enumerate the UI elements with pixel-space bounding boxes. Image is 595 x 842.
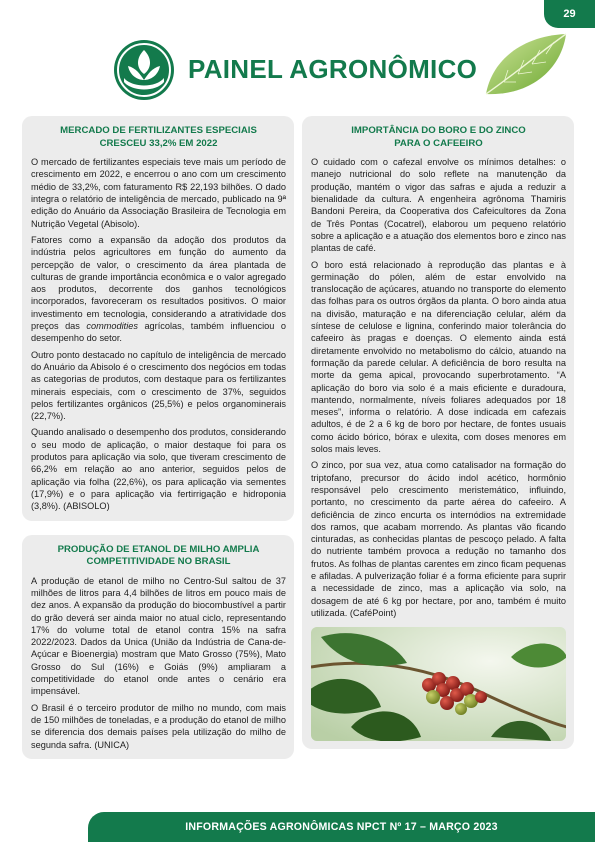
italic-term: commodities: [86, 321, 138, 332]
paragraph: Outro ponto destacado no capítulo de inteligência de mercado do Anuário da Abisolo é o crescimento dos negócios em todas as categorias de produtos, com destaque para os fertilizantes minerais especiais, com o crescimento de 37%, seguidos pelos fertilizantes orgânicos (25,5%) e pelos organominerais (22,7%).: [31, 349, 286, 422]
npct-logo-icon: [112, 38, 176, 102]
leaf-illustration-icon: [482, 30, 568, 100]
paragraph: O mercado de fertilizantes especiais teve mais um período de crescimento em 2022, e encerrou o ano com um crescimento médio de 33,2%, com faturamento R$ 22,193 bilhões. O dado integra o relatório de inteligência de mercado, publicado na 9ª edição do Anuário da Associação Brasileira de Tecnologia em Nutrição Vegetal (Abisolo).: [31, 157, 286, 229]
paragraph: [31, 234, 286, 345]
left-column: [22, 116, 294, 759]
paragraph: O boro está relacionado à reprodução das plantas e à germinação do pólen, além de estar envolvido na translocação de açúcares, atuando no transporte do elemento das folhas para os outros órgãos da planta. O boro ainda atua na divisão, maturação e na diferenciação celular, além da síntese de celulose e lignina, conferindo maior tolerância do cafeeiro às pragas e doenças. O elemento ainda está diretamente envolvido no metabolismo do cálcio, atuando na formação da parede celular. A deficiência de boro resulta na morte da gema apical, provocando superbrotamento. “A aplicação do boro via solo é a mais eficiente e duradoura, mantendo, normalmente, níveis foliares adequados por 18 meses”, informa o relatório. A dose indicada em cafezais adultos, é de 2 a 6 kg de boro por hectare, de fontes usuais como ácido bórico, bórax e ulexita, com doses menores em solos mais leves.: [311, 259, 566, 455]
paragraph: Quando analisado o desempenho dos produtos, considerando o seu modo de aplicação, o maior destaque foi para os produtos para aplicação via solo, que tiveram crescimento de 66,2% em relação ao ano anterior, seguidos pelos de aplicação via folha (22,6%), os para aplicação via sementes (17,9%) e o para aplicação via fertirrigação e hidroponia (3,8%). (ABISOLO): [31, 427, 286, 512]
article-boro-zinco: [302, 116, 574, 749]
title-line: COMPETITIVIDADE NO BRASIL: [86, 556, 231, 568]
text-span: agrícolas, também influenciou o desempenho do setor.: [31, 321, 286, 344]
page-number: 29: [544, 0, 595, 28]
masthead-title: PAINEL AGRONÔMICO: [188, 54, 478, 84]
text-span: Fatores como a expansão da adoção dos produtos da indústria pelos agricultores em função do aumento da percepção de valor, o crescimento da área plantada de culturas de grande importância econômica e o valor agregado aos produtos, decorrente dos ganhos tecnológicos incorporados, favoreceram os resultados positivos. O maior investimento em tecnologia, considerando a atratividade dos preços das: [31, 234, 286, 332]
title-line: PRODUÇÃO DE ETANOL DE MILHO AMPLIA: [57, 543, 260, 555]
title-line: IMPORTÂNCIA DO BORO E DO ZINCO: [351, 125, 526, 136]
article-title: [31, 544, 286, 569]
paragraph: O cuidado com o cafezal envolve os mínimos detalhes: o manejo nutricional do solo reflete na manutenção da produção, mantém o vigor das safras e ajuda a reduzir a bienalidade da cultura. A engenheira agrônoma Thamiris Bandoni Pereira, da Cooperativa dos Cafeicultores da Zona de Três Pontas (Cocatrel), elaborou um pequeno relatório sobre a aplicação e a atuação dos elementos boro e zinco nas plantas de café.: [311, 157, 566, 254]
paragraph: O zinco, por sua vez, atua como catalisador na formação do triptofano, precursor do ácido indol acético, hormônio responsável pelo crescimento meristemático, influindo, portanto, no crescimento da parte aérea do cafeeiro. A deficiência de zinco encurta os internódios na extremidade dos ramos, que acabam morrendo. As plantas vão ficando cinturadas, as conhecidas plantas de pescoço pelado. A falta do nutriente também provoca a redução no tamanho dos frutos. As folhas de plantas carentes em zinco ficam pequenas e afiladas. A pulverização foliar é a forma eficiente para suprir a necessidade de zinco, mas a aplicação via solo, na dosagem de até 6 kg por hectare, por ano, também é muito utilizada. (CaféPoint): [311, 460, 566, 618]
article-title: [311, 125, 566, 150]
title-line: CRESCEU 33,2% EM 2022: [99, 137, 218, 149]
paragraph: A produção de etanol de milho no Centro-Sul saltou de 37 milhões de litros para 4,4 bilhões de litros em pouco mais de dez anos. A expansão da produção do biocombustível a partir do grão deverá ser ainda maior no atual ciclo, representando 17% do volume total de etanol contra 15% na safra 2022/2023. Dados da Unica (União da Indústria de Cana-de-Açúcar e Bioenergia) mostram que Mato Grosso (75%), Mato Grosso do Sul (16%) e Goiás (9%) ampliaram a competitividade do etanol onde antes o cenário era impensável.: [31, 575, 286, 697]
coffee-branch-photo: [311, 627, 566, 741]
title-line: MERCADO DE FERTILIZANTES ESPECIAIS: [60, 125, 257, 136]
article-fertilizantes: [22, 116, 294, 521]
footer-banner: INFORMAÇÕES AGRONÔMICAS NPCT Nº 17 – MARÇO 2023: [88, 812, 595, 842]
right-column: [302, 116, 574, 749]
coffee-branch-icon: [311, 627, 566, 741]
paragraph: O Brasil é o terceiro produtor de milho no mundo, com mais de 150 milhões de toneladas, e a produção do etanol de milho se diferencia dos demais países pela utilização do milho de segunda safra. (UNICA): [31, 702, 286, 750]
article-title: [31, 125, 286, 150]
title-line: PARA O CAFEEIRO: [394, 137, 483, 149]
article-etanol: [22, 535, 294, 759]
